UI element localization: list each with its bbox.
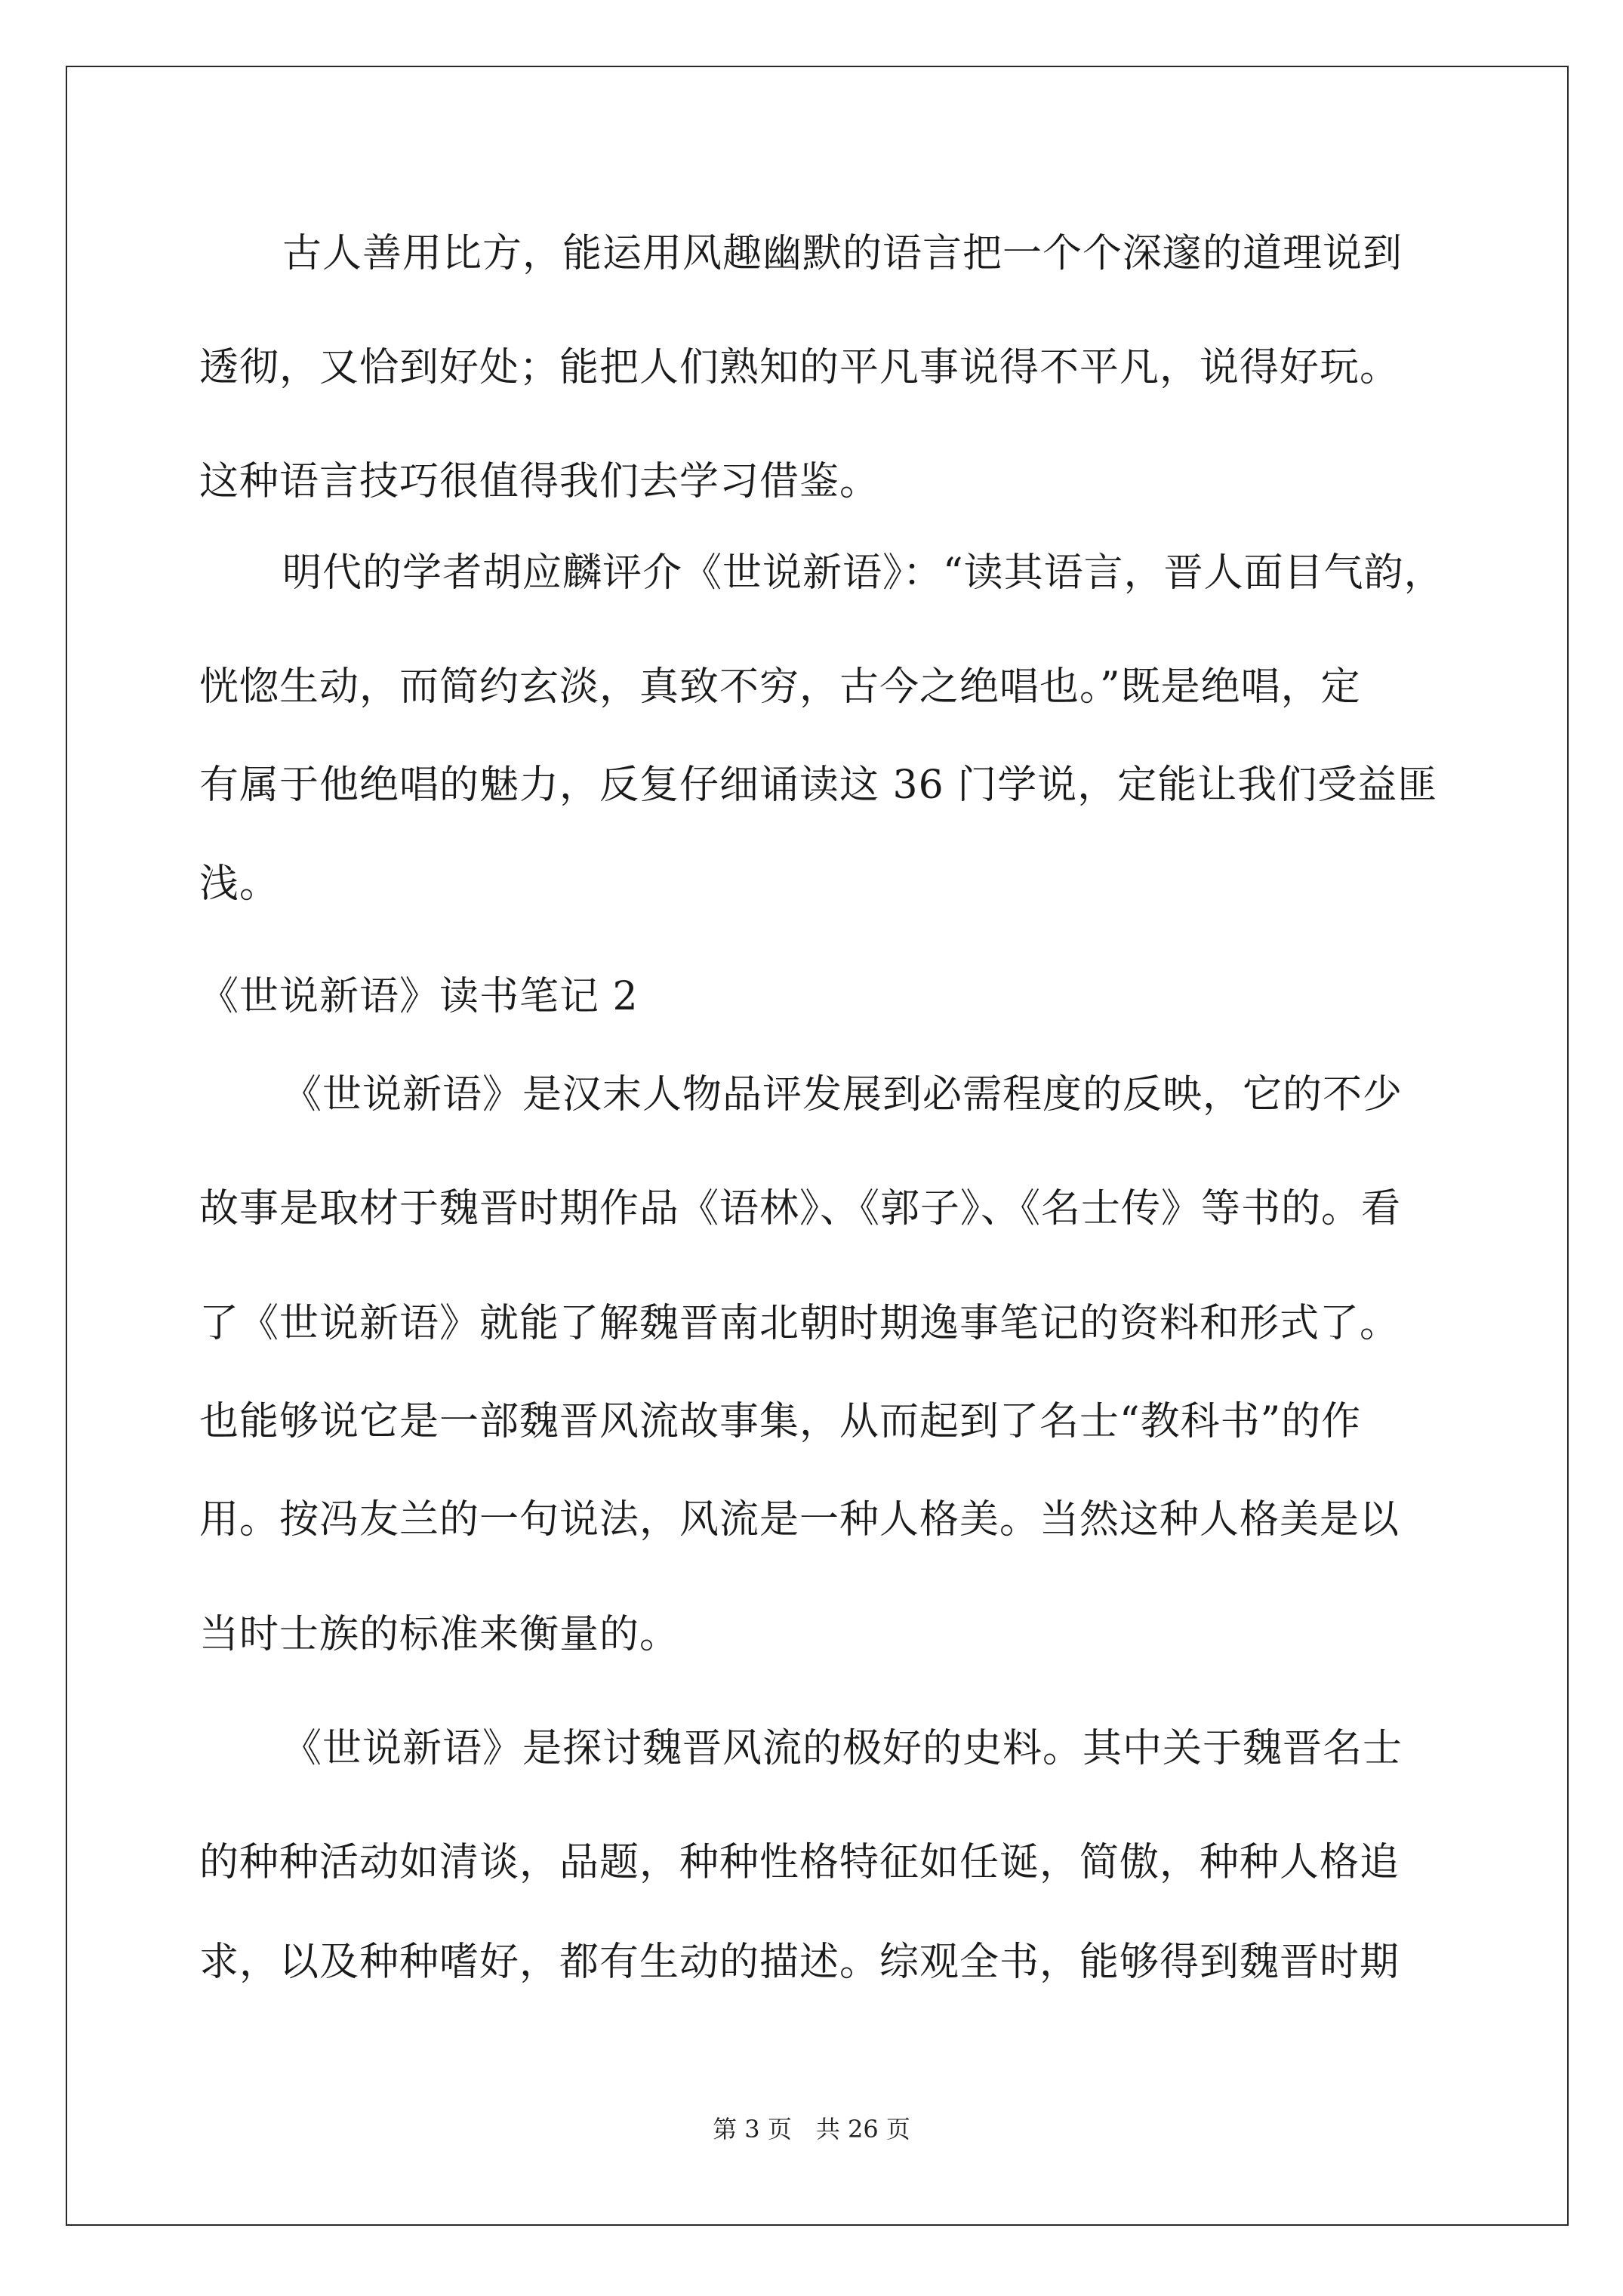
- paragraph-2-line-3: 有属于他绝唱的魅力，反复仔细诵读这 36 门学说，定能让我们受益匪: [199, 763, 1438, 808]
- paragraph-2-line-1: 明代的学者胡应麟评介《世说新语》：“读其语言，晋人面目气韵，: [282, 550, 1444, 596]
- paragraph-1-line-1: 古人善用比方，能运用风趣幽默的语言把一个个深邃的道理说到: [282, 231, 1403, 276]
- paragraph-4-line-1: 《世说新语》是探讨魏晋风流的极好的史料。其中关于魏晋名士: [282, 1726, 1403, 1771]
- section-heading: 《世说新语》读书笔记 2: [199, 974, 639, 1019]
- paragraph-3-line-6: 当时士族的标准来衡量的。: [199, 1612, 680, 1657]
- paragraph-4-line-3: 求，以及种种嗜好，都有生动的描述。综观全书，能够得到魏晋时期: [199, 1940, 1400, 1985]
- paragraph-2-line-4: 浅。: [199, 861, 280, 907]
- paragraph-3-line-5: 用。按冯友兰的一句说法，风流是一种人格美。当然这种人格美是以: [199, 1497, 1400, 1542]
- paragraph-1-line-3: 这种语言技巧很值得我们去学习借鉴。: [199, 459, 880, 504]
- paragraph-3-line-1: 《世说新语》是汉末人物品评发展到必需程度的反映，它的不少: [282, 1072, 1403, 1117]
- paragraph-4-line-2: 的种种活动如清谈，品题，种种性格特征如任诞，简傲，种种人格追: [199, 1840, 1400, 1885]
- paragraph-1-line-2: 透彻，又恰到好处；能把人们熟知的平凡事说得不平凡，说得好玩。: [199, 345, 1400, 390]
- paragraph-3-line-3: 了《世说新语》就能了解魏晋南北朝时期逸事笔记的资料和形式了。: [199, 1301, 1400, 1346]
- paragraph-3-line-4: 也能够说它是一部魏晋风流故事集，从而起到了名士“教科书”的作: [199, 1399, 1362, 1444]
- page-number-footer: 第 3 页 共 26 页: [713, 2115, 910, 2143]
- paragraph-2-line-2: 恍惚生动，而简约玄淡，真致不穷，古今之绝唱也。”既是绝唱，定: [199, 664, 1361, 710]
- paragraph-3-line-2: 故事是取材于魏晋时期作品《语林》、《郭子》、《名士传》等书的。看: [199, 1186, 1402, 1231]
